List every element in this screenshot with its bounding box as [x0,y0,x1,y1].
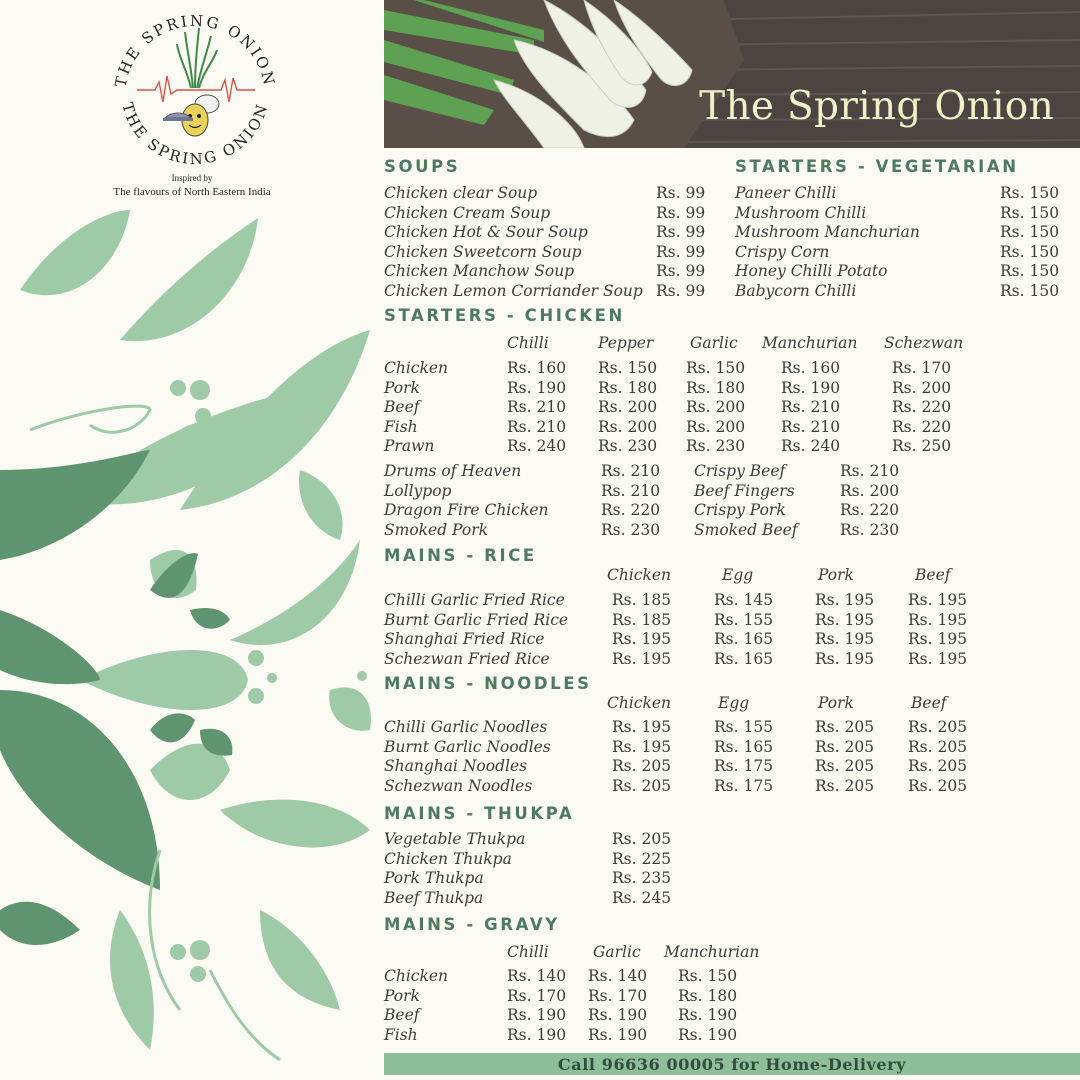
menu-item-price: Rs. 175 [714,757,774,775]
menu-item-name: Chicken Sweetcorn Soup [384,242,582,261]
section-heading: SOUPS [384,157,461,176]
menu-item-name: Beef [384,398,420,416]
menu-item-price: Rs. 180 [678,986,738,1005]
menu-item-price: Rs. 150 [1000,184,1060,202]
menu-item-price: Rs. 200 [686,398,746,416]
menu-item-price: Rs. 190 [588,1006,648,1024]
banner-title: The Spring Onion [699,84,1054,129]
menu-item-name: Crispy Pork [694,501,786,519]
menu-item-price: Rs. 205 [815,737,875,756]
menu-item-name: Dragon Fire Chicken [384,501,549,519]
menu-item-price: Rs. 160 [507,359,567,377]
menu-item-price: Rs. 150 [1000,281,1060,300]
menu-item-price: Rs. 195 [815,630,875,648]
menu-item-price: Rs. 99 [656,281,706,300]
menu-item-name: Beef Fingers [694,481,795,500]
menu-item-price: Rs. 200 [686,417,746,436]
home-delivery-call[interactable]: Call 96636 00005 for Home-Delivery [557,1055,907,1074]
menu-item-price: Rs. 240 [781,437,841,455]
menu-item-name: Prawn [384,437,435,455]
menu-item-price: Rs. 200 [892,378,952,397]
column-header: Pork [818,694,854,712]
menu-item-price: Rs. 200 [840,481,900,500]
menu-item-price: Rs. 140 [588,967,648,985]
menu-item-price: Rs. 160 [781,359,841,377]
menu-item-price: Rs. 195 [815,610,875,629]
column-header: Chicken [607,694,672,712]
menu-item-price: Rs. 225 [612,849,672,868]
menu-item-price: Rs. 200 [598,398,658,416]
footer-bar [384,1053,1080,1075]
menu-item-price: Rs. 210 [781,398,841,416]
menu-item-price: Rs. 185 [612,591,672,609]
menu-item-price: Rs. 150 [1000,262,1060,280]
menu-item-price: Rs. 190 [678,1025,738,1044]
menu-item-price: Rs. 205 [908,776,968,795]
header-banner [384,0,1080,148]
menu-item-price: Rs. 99 [656,262,706,280]
menu-item-name: Chicken [384,359,449,377]
menu-item-price: Rs. 230 [601,520,661,539]
menu-item-name: Chicken clear Soup [384,184,538,202]
menu-item-price: Rs. 155 [714,610,774,629]
menu-item-price: Rs. 220 [892,398,952,416]
menu-item-price: Rs. 195 [612,649,672,668]
menu-item-name: Chicken Manchow Soup [384,262,575,280]
menu-item-price: Rs. 185 [612,610,672,629]
menu-item-name: Beef Thukpa [384,888,484,907]
menu-item-name: Beef [384,1006,420,1024]
section-heading: MAINS - GRAVY [384,915,560,934]
menu-item-price: Rs. 205 [815,776,875,795]
menu-item-price: Rs. 205 [815,718,875,736]
menu-item-price: Rs. 245 [612,888,672,907]
menu-item-price: Rs. 180 [598,378,658,397]
menu-item-price: Rs. 230 [686,437,746,455]
section-heading: MAINS - RICE [384,546,537,565]
section-heading: STARTERS - CHICKEN [384,306,625,325]
menu-item-price: Rs. 190 [588,1025,648,1044]
menu-item-name: Shanghai Noodles [384,757,528,775]
menu-item-price: Rs. 210 [601,481,661,500]
menu-item-name: Chicken Lemon Corriander Soup [384,281,643,300]
menu-item-name: Vegetable Thukpa [384,830,526,848]
menu-item-name: Chicken Hot & Sour Soup [384,223,588,241]
menu-item-price: Rs. 195 [908,610,968,629]
menu-item-price: Rs. 150 [1000,242,1060,261]
menu-item-name: Chicken Thukpa [384,849,512,868]
menu-item-price: Rs. 195 [612,718,672,736]
tagline: The flavours of North Eastern India [113,186,271,198]
menu-item-price: Rs. 190 [507,1025,567,1044]
menu-item-price: Rs. 150 [686,359,746,377]
menu-item-name: Burnt Garlic Fried Rice [384,610,569,629]
column-header: Pepper [598,334,654,352]
spring-onion-logo [107,6,282,181]
column-header: Beef [911,694,947,712]
column-header: Manchurian [762,334,858,352]
section-heading: STARTERS - VEGETARIAN [735,157,1019,176]
menu-item-price: Rs. 175 [714,776,774,795]
menu-item-price: Rs. 155 [714,718,774,736]
menu-item-price: Rs. 165 [714,649,774,668]
column-header: Beef [915,566,951,584]
menu-item-price: Rs. 99 [656,223,706,241]
menu-item-price: Rs. 230 [840,520,900,539]
menu-item-price: Rs. 230 [598,437,658,455]
menu-item-name: Chicken [384,967,449,985]
menu-item-price: Rs. 99 [656,242,706,261]
menu-item-name: Lollypop [384,481,452,500]
menu-item-price: Rs. 195 [908,649,968,668]
menu-item-price: Rs. 205 [908,737,968,756]
onion-leaves-icon [177,28,217,88]
logo-arc-bottom: THE SPRING ONION [118,100,272,169]
menu-item-price: Rs. 205 [815,757,875,775]
menu-item-name: Schezwan Noodles [384,776,533,795]
leaf-pattern-decoration [0,210,384,1080]
menu-item-name: Chilli Garlic Fried Rice [384,591,565,609]
menu-item-price: Rs. 180 [686,378,746,397]
menu-item-price: Rs. 150 [598,359,658,377]
menu-item-price: Rs. 200 [598,417,658,436]
menu-item-price: Rs. 195 [815,591,875,609]
column-header: Pork [818,566,854,584]
menu-item-price: Rs. 99 [656,203,706,222]
menu-item-price: Rs. 99 [656,184,706,202]
left-decor-panel [0,0,384,1080]
menu-item-name: Schezwan Fried Rice [384,649,550,668]
menu-item-name: Shanghai Fried Rice [384,630,545,648]
menu-item-price: Rs. 170 [892,359,952,377]
menu-item-price: Rs. 165 [714,737,774,756]
menu-item-name: Mushroom Chilli [735,203,867,222]
menu-item-price: Rs. 240 [507,437,567,455]
menu-item-price: Rs. 205 [908,718,968,736]
menu-item-price: Rs. 195 [908,630,968,648]
column-header: Egg [718,694,750,712]
menu-item-price: Rs. 205 [908,757,968,775]
menu-item-name: Chilli Garlic Noodles [384,718,548,736]
menu-item-price: Rs. 195 [612,737,672,756]
menu-item-price: Rs. 195 [908,591,968,609]
menu-item-name: Drums of Heaven [384,462,522,480]
column-header: Chilli [507,943,549,961]
menu-item-price: Rs. 205 [612,776,672,795]
column-header: Garlic [593,943,641,961]
menu-item-name: Chicken Cream Soup [384,203,551,222]
menu-item-price: Rs. 190 [507,378,567,397]
menu-item-name: Fish [384,417,418,436]
menu-item-price: Rs. 205 [612,757,672,775]
menu-item-price: Rs. 190 [781,378,841,397]
menu-item-price: Rs. 210 [601,462,661,480]
menu-item-price: Rs. 190 [507,1006,567,1024]
menu-item-name: Crispy Corn [735,242,830,261]
menu-item-price: Rs. 170 [507,986,567,1005]
column-header: Chilli [507,334,549,352]
menu-item-price: Rs. 210 [781,417,841,436]
section-heading: MAINS - THUKPA [384,804,575,823]
menu-item-price: Rs. 170 [588,986,648,1005]
menu-item-price: Rs. 235 [612,869,672,887]
menu-item-price: Rs. 210 [507,398,567,416]
menu-item-price: Rs. 195 [612,630,672,648]
menu-item-price: Rs. 150 [1000,223,1060,241]
column-header: Chicken [607,566,672,584]
menu-item-price: Rs. 145 [714,591,774,609]
menu-item-price: Rs. 195 [815,649,875,668]
menu-item-name: Smoked Beef [694,520,798,539]
menu-item-price: Rs. 210 [840,462,900,480]
menu-item-name: Babycorn Chilli [735,281,857,300]
menu-item-name: Smoked Pork [384,520,488,539]
section-heading: MAINS - NOODLES [384,674,592,693]
chef-mascot-icon [163,95,219,136]
menu-item-name: Pork [384,378,420,397]
menu-item-name: Pork [384,986,420,1005]
menu-item-price: Rs. 190 [678,1006,738,1024]
menu-item-price: Rs. 250 [892,437,952,455]
menu-item-price: Rs. 220 [601,501,661,519]
column-header: Schezwan [884,334,964,352]
menu-item-price: Rs. 220 [892,417,952,436]
menu-item-price: Rs. 210 [507,417,567,436]
logo-arc-top: THE SPRING ONION [111,11,279,89]
column-header: Egg [722,566,754,584]
menu-item-name: Mushroom Manchurian [735,223,920,241]
menu-item-price: Rs. 140 [507,967,567,985]
menu-item-price: Rs. 220 [840,501,900,519]
menu-item-price: Rs. 165 [714,630,774,648]
menu-item-name: Crispy Beef [694,462,786,480]
menu-item-name: Fish [384,1025,418,1044]
menu-item-price: Rs. 150 [678,967,738,985]
tagline-small: Inspired by [171,173,213,183]
column-header: Garlic [690,334,738,352]
menu-item-name: Pork Thukpa [384,869,484,887]
menu-item-name: Burnt Garlic Noodles [384,737,551,756]
menu-item-price: Rs. 150 [1000,203,1060,222]
menu-item-name: Paneer Chilli [735,184,837,202]
menu-item-name: Honey Chilli Potato [735,262,888,280]
column-header: Manchurian [664,943,760,961]
menu-item-price: Rs. 205 [612,830,672,848]
